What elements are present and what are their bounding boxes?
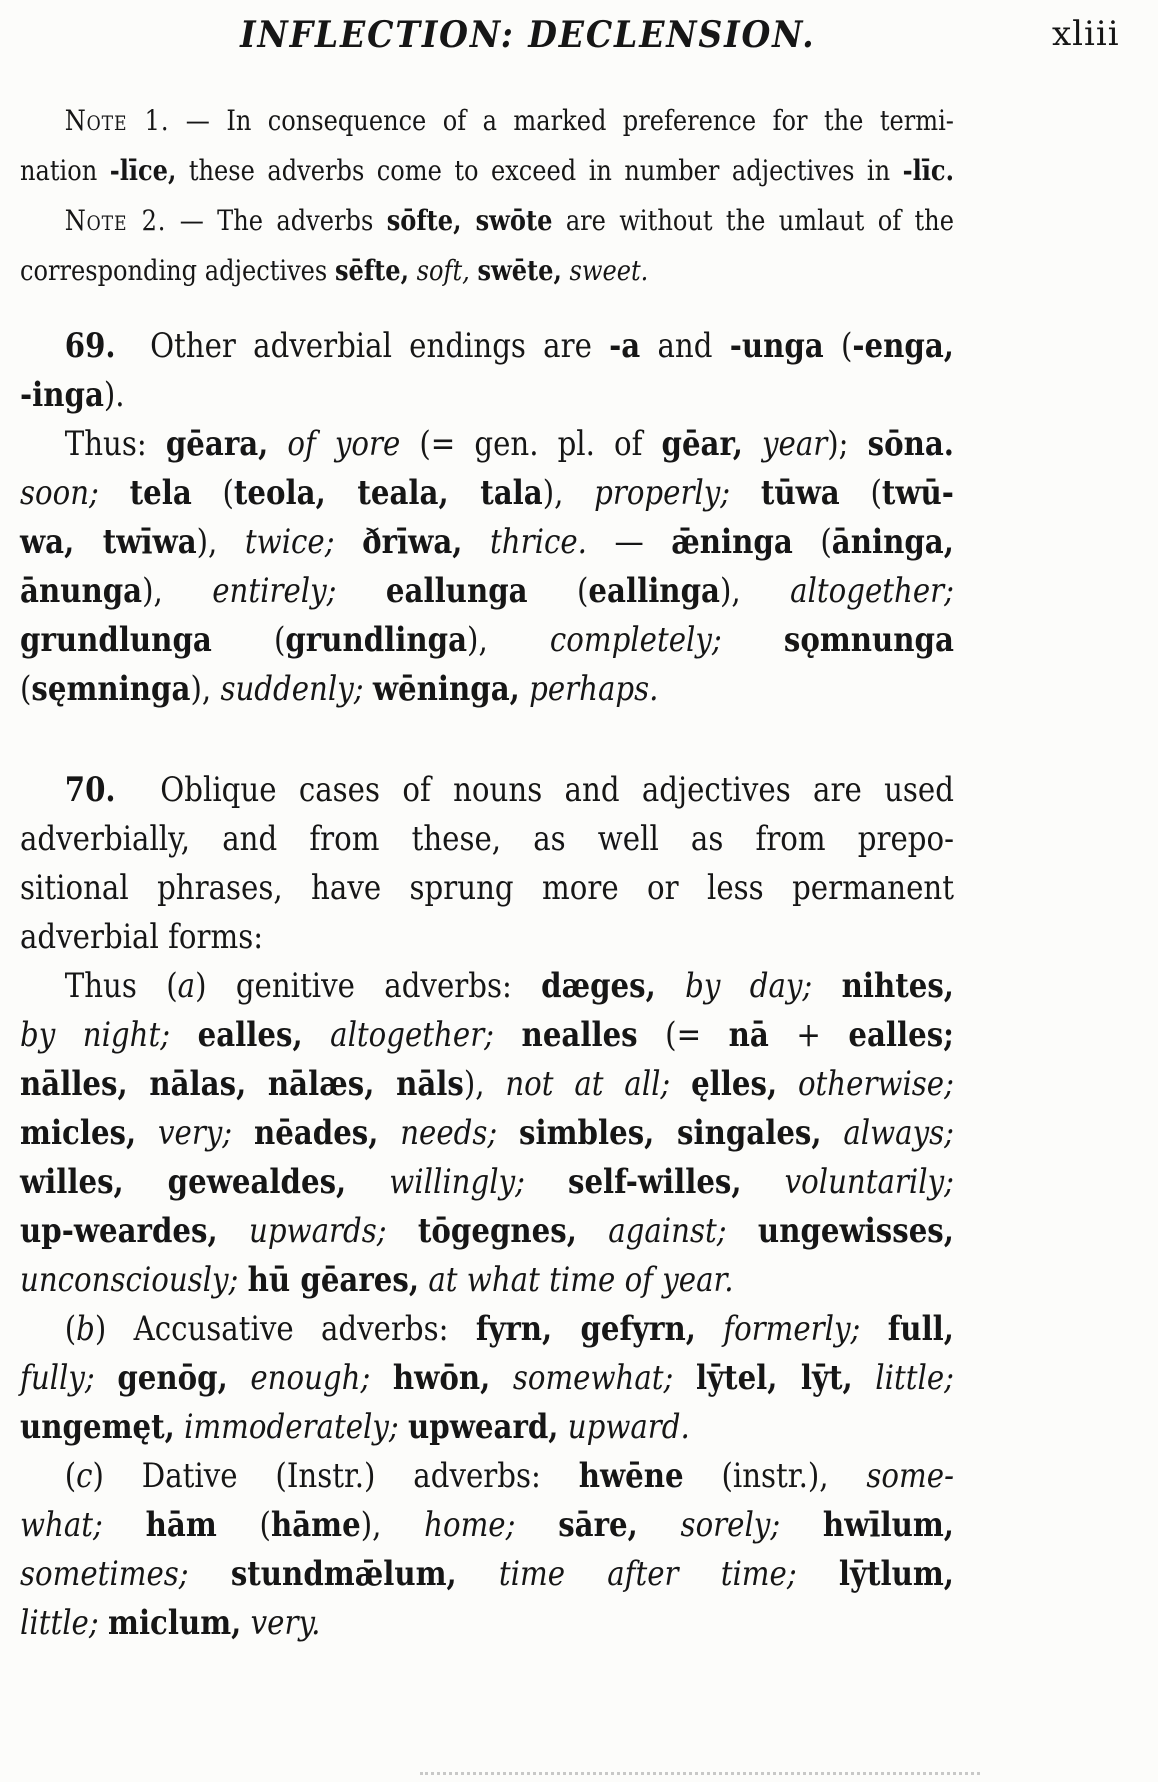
text-segment: stundmǣlum,	[230, 1554, 457, 1594]
text-segment: (= gen. pl. of	[400, 424, 662, 464]
text-segment: ānunga	[20, 571, 143, 611]
text-line	[20, 1109, 954, 1158]
text-segment: otherwise;	[797, 1064, 954, 1104]
text-segment	[860, 1309, 887, 1349]
text-segment	[175, 1407, 184, 1447]
text-segment: -a	[609, 326, 641, 366]
text-segment	[638, 1505, 681, 1545]
text-segment	[742, 1162, 785, 1202]
text-segment: 69.	[64, 326, 116, 366]
text-segment: ),	[196, 522, 245, 562]
text-segment: full,	[887, 1309, 954, 1349]
text-segment	[470, 254, 478, 287]
text-segment: what;	[20, 1505, 103, 1545]
text-segment: hwōn,	[392, 1358, 491, 1398]
text-segment: simbles, singales,	[519, 1113, 822, 1153]
text-segment	[797, 1554, 839, 1594]
text-segment: altogether;	[790, 571, 954, 611]
text-line	[20, 420, 954, 469]
text-segment: ),	[542, 473, 595, 513]
text-segment: upwards;	[248, 1211, 387, 1251]
text-segment	[490, 1358, 513, 1398]
text-segment: sęmninga	[31, 669, 191, 709]
text-segment: (	[64, 1309, 77, 1349]
text-segment: nālles, nālas, nālæs, nāls	[20, 1064, 464, 1104]
running-head-title: INFLECTION: DECLENSION.	[240, 14, 816, 56]
text-segment: by night;	[20, 1015, 171, 1055]
text-segment: grundlinga	[285, 620, 468, 660]
note-2-paragraph	[20, 196, 954, 296]
text-segment: hām	[145, 1505, 217, 1545]
text-segment	[419, 1260, 428, 1300]
accusative-adverbs-paragraph	[20, 1305, 954, 1452]
text-segment: swēte,	[477, 254, 562, 287]
text-segment: gēar,	[661, 424, 743, 464]
text-segment: sitional phrases, have sprung more or less permanent	[20, 868, 954, 908]
text-segment: sorely;	[680, 1505, 781, 1545]
text-segment: ealles,	[197, 1015, 303, 1055]
text-line	[20, 246, 954, 296]
text-segment: Thus:	[64, 424, 166, 464]
text-segment: sweet.	[569, 254, 649, 287]
text-segment: are without the umlaut of the	[552, 204, 954, 237]
text-line	[20, 146, 954, 196]
text-segment: adverbial forms:	[20, 917, 264, 957]
text-segment: (=	[637, 1015, 729, 1055]
text-segment	[99, 1603, 108, 1643]
text-segment	[228, 1358, 251, 1398]
text-line	[20, 1354, 954, 1403]
text-segment: corresponding adjectives	[20, 254, 335, 287]
text-line	[20, 766, 954, 815]
text-segment: (	[527, 571, 589, 611]
text-segment: fully;	[20, 1358, 95, 1398]
text-line	[20, 567, 954, 616]
text-segment: hwēne	[578, 1456, 684, 1496]
text-segment: ),	[360, 1505, 425, 1545]
text-segment: (	[191, 473, 234, 513]
text-segment: (	[20, 669, 32, 709]
text-line	[20, 1011, 954, 1060]
text-segment	[558, 1407, 567, 1447]
text-segment: suddenly;	[220, 669, 364, 709]
text-segment: ðrīwa,	[362, 522, 463, 562]
text-segment: —	[586, 522, 672, 562]
text-segment: miclum,	[108, 1603, 242, 1643]
text-segment	[346, 1162, 389, 1202]
text-segment	[730, 473, 761, 513]
text-segment: a	[177, 966, 196, 1006]
text-segment: -inga	[20, 375, 104, 415]
text-segment	[822, 1113, 844, 1153]
text-segment	[577, 1211, 608, 1251]
text-segment	[780, 1505, 823, 1545]
text-segment: home;	[424, 1505, 516, 1545]
text-segment	[777, 1064, 798, 1104]
text-line	[20, 469, 954, 518]
text-segment: sāre,	[558, 1505, 638, 1545]
text-segment: sometimes;	[20, 1554, 189, 1594]
text-segment	[99, 473, 130, 513]
text-segment: ),	[190, 669, 221, 709]
text-segment: willes, gewealdes,	[20, 1162, 347, 1202]
section-69-paragraph	[20, 322, 954, 420]
text-line	[20, 962, 954, 1011]
text-segment: needs;	[400, 1113, 498, 1153]
text-segment: (	[64, 1456, 77, 1496]
text-segment: very;	[157, 1113, 233, 1153]
text-segment: always;	[843, 1113, 954, 1153]
text-segment: sǫmnunga	[783, 620, 954, 660]
text-segment	[812, 966, 841, 1006]
text-segment: hū gēares,	[247, 1260, 420, 1300]
text-segment: willingly;	[389, 1162, 525, 1202]
text-segment: little;	[875, 1358, 954, 1398]
text-line	[20, 1305, 954, 1354]
text-segment: twice;	[244, 522, 335, 562]
text-segment: -līce,	[109, 154, 177, 187]
text-segment: ) Dative (Instr.) adverbs:	[92, 1456, 579, 1496]
text-segment: Other adverbial endings are	[115, 326, 610, 366]
text-segment	[303, 1015, 331, 1055]
text-segment	[103, 1505, 146, 1545]
text-line	[20, 1060, 954, 1109]
text-segment: lȳtel, lȳt,	[695, 1358, 853, 1398]
text-line	[20, 815, 954, 864]
text-segment: (	[216, 1505, 271, 1545]
text-segment: upweard,	[408, 1407, 559, 1447]
text-segment: gēara,	[165, 424, 269, 464]
text-segment	[232, 1113, 254, 1153]
text-line	[20, 518, 954, 567]
section-70-paragraph	[20, 766, 954, 962]
text-segment	[241, 1603, 250, 1643]
text-segment: not at all;	[505, 1064, 671, 1104]
text-segment: (	[792, 522, 832, 562]
text-segment: — The adverbs	[166, 204, 387, 237]
text-segment: enough;	[250, 1358, 371, 1398]
text-segment: ungemęt,	[20, 1407, 175, 1447]
text-segment: and	[640, 326, 730, 366]
text-segment: nealles	[521, 1015, 638, 1055]
text-line	[20, 1403, 954, 1452]
text-segment	[494, 1015, 522, 1055]
text-segment: nation	[20, 154, 110, 187]
text-segment: hāme	[270, 1505, 361, 1545]
text-segment: by day;	[685, 966, 813, 1006]
text-segment	[336, 571, 385, 611]
text-segment: dæges,	[541, 966, 656, 1006]
note-1-paragraph	[20, 96, 954, 196]
text-segment: at what time of year.	[428, 1260, 734, 1300]
text-segment: sōna.	[867, 424, 954, 464]
text-segment: (	[823, 326, 853, 366]
text-segment	[387, 1211, 418, 1251]
text-segment: (instr.),	[683, 1456, 867, 1496]
text-segment	[95, 1358, 118, 1398]
dative-adverbs-paragraph	[20, 1452, 954, 1648]
text-segment: Note 2.	[64, 204, 167, 237]
text-segment: grundlunga	[20, 620, 212, 660]
text-segment	[136, 1113, 158, 1153]
text-segment: ).	[103, 375, 125, 415]
text-segment: very.	[250, 1603, 321, 1643]
text-segment	[562, 254, 570, 287]
text-line	[20, 913, 954, 962]
text-segment	[189, 1554, 231, 1594]
text-segment: formerly;	[723, 1309, 861, 1349]
text-segment: āninga,	[831, 522, 954, 562]
text-segment: genōg,	[117, 1358, 228, 1398]
text-segment: perhaps.	[529, 669, 659, 709]
text-segment: -enga,	[852, 326, 954, 366]
text-segment	[399, 1407, 408, 1447]
text-segment: wēninga,	[372, 669, 520, 709]
text-segment: upward.	[567, 1407, 690, 1447]
text-segment: b	[76, 1309, 95, 1349]
text-line	[20, 1599, 954, 1648]
text-line	[20, 665, 954, 714]
text-segment: -līc.	[902, 154, 954, 187]
text-segment: ) genitive adverbs:	[195, 966, 542, 1006]
text-segment	[170, 1015, 198, 1055]
text-segment	[497, 1113, 519, 1153]
text-line	[20, 1256, 954, 1305]
text-segment: ),	[719, 571, 791, 611]
text-segment: up-weardes,	[20, 1211, 218, 1251]
text-segment: ),	[463, 1064, 506, 1104]
text-segment: against;	[608, 1211, 727, 1251]
text-line	[20, 322, 954, 371]
text-line	[20, 864, 954, 913]
text-segment: of yore	[287, 424, 401, 464]
text-segment: unconsciously;	[20, 1260, 239, 1300]
text-segment: wa, twīwa	[20, 522, 197, 562]
text-segment	[696, 1309, 723, 1349]
text-line	[20, 1158, 954, 1207]
text-segment	[218, 1211, 249, 1251]
text-segment: nā	[728, 1015, 769, 1055]
text-segment: tūwa	[760, 473, 840, 513]
text-segment: sōfte, swōte	[386, 204, 553, 237]
text-segment: immoderately;	[184, 1407, 399, 1447]
text-segment	[238, 1260, 247, 1300]
text-segment: tōgegnes,	[417, 1211, 577, 1251]
text-segment: entirely;	[212, 571, 337, 611]
text-segment: completely;	[549, 620, 722, 660]
text-segment	[335, 522, 363, 562]
text-line	[20, 1550, 954, 1599]
text-segment: Thus (	[64, 966, 178, 1006]
text-segment: Note 1.	[64, 104, 170, 137]
text-segment: tela	[129, 473, 192, 513]
scan-artifact-line	[420, 1772, 980, 1775]
text-segment: time after time;	[498, 1554, 797, 1594]
text-segment: (	[839, 473, 882, 513]
text-segment: 70.	[64, 770, 116, 810]
text-segment: +	[768, 1015, 849, 1055]
text-line	[20, 196, 954, 246]
text-segment: hwīlum,	[822, 1505, 954, 1545]
text-segment: );	[827, 424, 868, 464]
text-segment: sēfte,	[334, 254, 410, 287]
text-segment: ),	[142, 571, 213, 611]
section-69-examples-paragraph	[20, 420, 954, 714]
text-segment: ǣninga	[671, 522, 793, 562]
text-segment	[853, 1358, 876, 1398]
text-segment: year	[762, 424, 828, 464]
text-segment	[743, 424, 762, 464]
text-segment: some-	[866, 1456, 954, 1496]
text-segment	[364, 669, 373, 709]
text-segment: properly;	[594, 473, 731, 513]
page-body	[20, 14, 1140, 1648]
text-segment	[462, 522, 490, 562]
text-segment: — In consequence of a marked preference for the termi-	[169, 104, 954, 137]
text-segment	[268, 424, 287, 464]
text-segment: eallunga	[385, 571, 528, 611]
text-segment	[515, 1505, 558, 1545]
text-segment: ) Accusative adverbs:	[94, 1309, 476, 1349]
text-segment: Oblique cases of nouns and adjectives are used	[115, 770, 954, 810]
text-segment: nihtes,	[841, 966, 954, 1006]
text-segment	[457, 1554, 499, 1594]
text-line	[20, 371, 954, 420]
text-segment: soon;	[20, 473, 99, 513]
text-line	[20, 1452, 954, 1501]
text-segment	[670, 1064, 691, 1104]
folio-page-number: xliii	[1052, 14, 1120, 54]
text-segment: voluntarily;	[784, 1162, 954, 1202]
text-segment: -unga	[729, 326, 824, 366]
text-line	[20, 96, 954, 146]
text-segment	[656, 966, 685, 1006]
text-segment	[525, 1162, 568, 1202]
text-segment: somewhat;	[512, 1358, 674, 1398]
text-segment: nēades,	[253, 1113, 379, 1153]
genitive-adverbs-paragraph	[20, 962, 954, 1305]
text-segment: (	[211, 620, 286, 660]
text-segment: thrice.	[490, 522, 587, 562]
text-segment: eallinga	[588, 571, 720, 611]
text-segment: soft,	[416, 254, 470, 287]
text-segment: adverbially, and from these, as well as from prepo-	[20, 819, 954, 859]
text-segment	[378, 1113, 400, 1153]
text-segment: ealles;	[848, 1015, 954, 1055]
text-segment: c	[76, 1456, 93, 1496]
text-line	[20, 1207, 954, 1256]
text-segment: ęlles,	[691, 1064, 778, 1104]
page-header	[20, 14, 1124, 66]
text-line	[20, 1501, 954, 1550]
text-segment	[722, 620, 784, 660]
text-segment: micles,	[20, 1113, 137, 1153]
text-line	[20, 616, 954, 665]
text-segment: fyrn, gefyrn,	[475, 1309, 696, 1349]
text-segment: little;	[20, 1603, 99, 1643]
text-segment: ),	[467, 620, 550, 660]
text-segment: ungewisses,	[757, 1211, 954, 1251]
text-segment: self-willes,	[567, 1162, 742, 1202]
text-segment	[673, 1358, 696, 1398]
text-segment: these adverbs come to exceed in number adjectives in	[176, 154, 903, 187]
text-segment	[520, 669, 529, 709]
text-segment: lȳtlum,	[838, 1554, 954, 1594]
text-segment: twū-	[881, 473, 954, 513]
text-segment	[370, 1358, 393, 1398]
text-segment: altogether;	[330, 1015, 495, 1055]
text-segment: teola, teala, tala	[233, 473, 543, 513]
text-segment	[727, 1211, 758, 1251]
